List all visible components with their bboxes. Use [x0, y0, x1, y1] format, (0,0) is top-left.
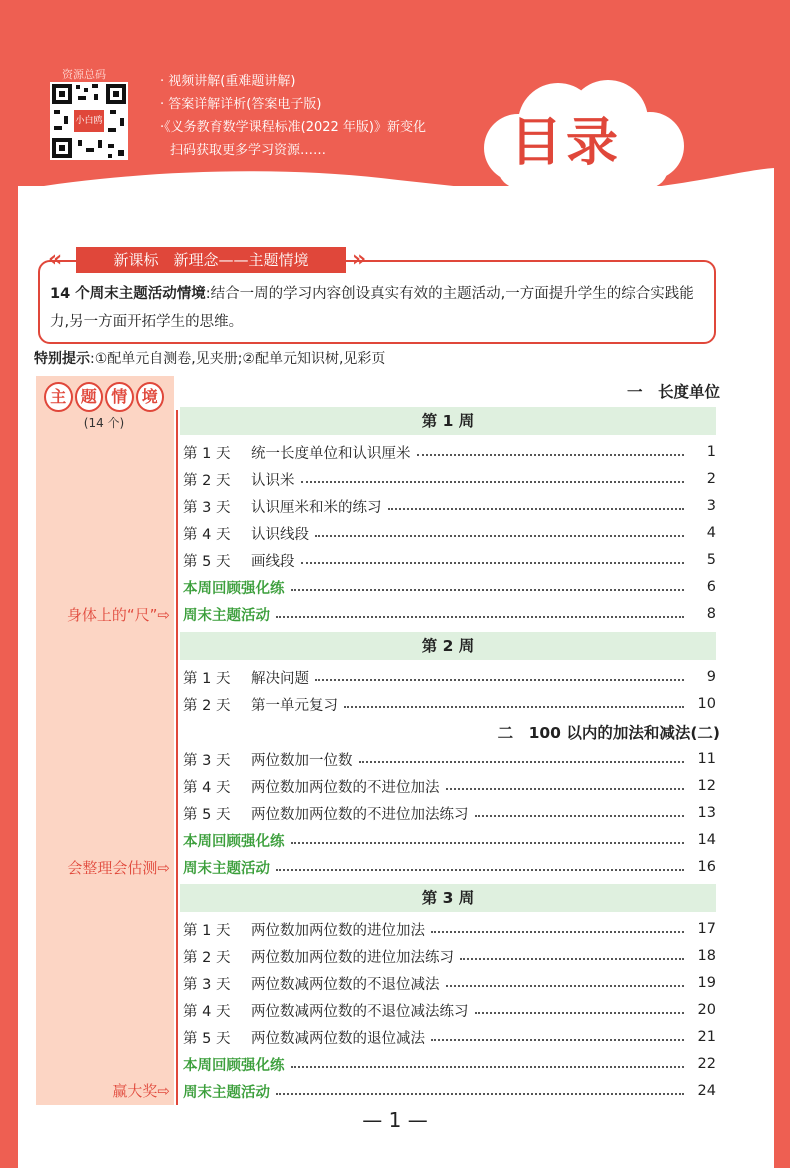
toc-page-number: 17	[697, 921, 716, 937]
header-line: ·《义务教育数学课程标准(2022 年版)》新变化	[160, 120, 426, 135]
toc-title: 认识厘米和米的练习	[251, 499, 382, 516]
toc-page-number: 18	[697, 948, 716, 964]
toc-title: 统一长度单位和认识厘米	[251, 445, 411, 462]
header-resource-list	[160, 70, 426, 162]
toc-page-number: 14	[697, 832, 716, 848]
leader-dots	[291, 842, 685, 844]
toc-title: 周末主题活动	[183, 860, 270, 877]
toc-title: 第一单元复习	[251, 697, 338, 714]
toc-entry[interactable]	[183, 575, 716, 599]
qr-label: 资源总码	[62, 68, 106, 81]
toc-title: 两位数加两位数的进位加法练习	[251, 949, 454, 966]
toc-day: 第 1 天	[183, 445, 231, 462]
toc-entry[interactable]	[183, 1079, 716, 1103]
toc-entry[interactable]	[183, 440, 716, 464]
toc-page-number: 6	[706, 579, 716, 595]
leader-dots	[315, 535, 684, 537]
leader-dots	[315, 679, 684, 681]
theme-label-prize[interactable]: 赢大奖⇨	[112, 1082, 170, 1100]
special-note-text: :①配单元自测卷,见夹册;②配单元知识树,见彩页	[90, 351, 386, 367]
toc-entry[interactable]	[183, 998, 716, 1022]
toc-page-number: 1	[706, 444, 716, 460]
leader-dots	[276, 1093, 684, 1095]
toc-title: 本周回顾强化练	[183, 1057, 285, 1074]
theme-count: (14 个)	[83, 416, 125, 430]
toc-day: 第 1 天	[183, 670, 231, 687]
toc-page-number: 2	[706, 471, 716, 487]
toc-day: 第 3 天	[183, 499, 231, 516]
toc-entry[interactable]	[183, 1025, 716, 1049]
toc-day: 第 2 天	[183, 949, 231, 966]
theme-label-ruler[interactable]: 身体上的“尺”⇨	[66, 606, 170, 624]
toc-day: 第 5 天	[183, 1030, 231, 1047]
header-line: · 视频讲解(重难题讲解)	[160, 74, 296, 89]
banner-body-text: :结合一周的学习内容创设真实有效的主题活动,一方面提升学生的综合实践能力,另一方面开拓学生的思维。	[50, 286, 694, 330]
toc-page-number: 21	[697, 1029, 716, 1045]
banner-text	[50, 280, 710, 336]
theme-sidebar	[36, 376, 174, 1105]
leader-dots	[446, 788, 685, 790]
header-line: 扫码获取更多学习资源……	[170, 143, 327, 158]
leader-dots	[431, 931, 684, 933]
banner-heading: 新课标 新理念——主题情境	[76, 247, 346, 273]
theme-title-char: 题	[75, 382, 104, 412]
sidebar-divider	[176, 410, 178, 1105]
toc-page-number: 5	[706, 552, 716, 568]
toc-entry[interactable]	[183, 917, 716, 941]
toc-title: 两位数减两位数的不退位减法练习	[251, 1003, 469, 1020]
leader-dots	[301, 481, 685, 483]
toc-day: 第 2 天	[183, 697, 231, 714]
toc-day: 第 5 天	[183, 553, 231, 570]
toc-page-number: 24	[697, 1083, 716, 1099]
unit-heading: 二 100 以内的加法和减法(二)	[497, 724, 720, 742]
leader-dots	[344, 706, 684, 708]
leader-dots	[475, 815, 685, 817]
header-line: · 答案详解详析(答案电子版)	[160, 97, 322, 112]
special-note-label: 特别提示	[34, 351, 90, 367]
toc-page-number: 20	[697, 1002, 716, 1018]
chevron-left-icon: «	[48, 247, 63, 272]
toc-title: 周末主题活动	[183, 607, 270, 624]
toc-entry[interactable]	[183, 1052, 716, 1076]
qr-code[interactable]	[50, 82, 128, 160]
toc-page-number: 4	[706, 525, 716, 541]
toc-title: 两位数减两位数的退位减法	[251, 1030, 425, 1047]
toc-entry[interactable]	[183, 521, 716, 545]
qr-center-badge: 小白鸥	[74, 110, 104, 132]
toc-page-number: 8	[706, 606, 716, 622]
leader-dots	[276, 616, 684, 618]
leader-dots	[417, 454, 685, 456]
toc-title: 两位数减两位数的不退位减法	[251, 976, 440, 993]
leader-dots	[301, 562, 685, 564]
toc-entry[interactable]	[183, 665, 716, 689]
toc-page-number: 13	[697, 805, 716, 821]
leader-dots	[475, 1012, 685, 1014]
chevron-right-icon: »	[352, 247, 367, 272]
toc-day: 第 4 天	[183, 526, 231, 543]
toc-page-number: 19	[697, 975, 716, 991]
toc-entry[interactable]	[183, 692, 716, 716]
toc-entry[interactable]	[183, 828, 716, 852]
leader-dots	[359, 761, 685, 763]
toc-title: 两位数加一位数	[251, 752, 353, 769]
toc-day: 第 3 天	[183, 752, 231, 769]
toc-day: 第 4 天	[183, 1003, 231, 1020]
toc-day: 第 5 天	[183, 806, 231, 823]
leader-dots	[446, 985, 685, 987]
toc-title: 本周回顾强化练	[183, 580, 285, 597]
leader-dots	[276, 869, 684, 871]
toc-entry[interactable]	[183, 548, 716, 572]
toc-title: 两位数加两位数的不进位加法练习	[251, 806, 469, 823]
toc-page-number: 12	[697, 778, 716, 794]
page-title: 目录	[510, 113, 623, 173]
banner-bold-text: 14 个周末主题活动情境	[50, 286, 206, 302]
toc-title: 两位数加两位数的不进位加法	[251, 779, 440, 796]
toc-title: 周末主题活动	[183, 1084, 270, 1101]
toc-page-number: 11	[697, 751, 716, 767]
toc-entry[interactable]	[183, 944, 716, 968]
week-heading: 第 3 周	[180, 884, 716, 912]
leader-dots	[291, 589, 685, 591]
toc-entry[interactable]	[183, 467, 716, 491]
toc-title: 解决问题	[251, 670, 309, 687]
theme-title-char: 情	[105, 382, 134, 412]
toc-title: 画线段	[251, 553, 295, 570]
toc-entry[interactable]	[183, 971, 716, 995]
leader-dots	[460, 958, 684, 960]
page-number: — 1 —	[362, 1108, 428, 1132]
toc-entry[interactable]	[183, 801, 716, 825]
toc-entry[interactable]	[183, 602, 716, 626]
special-note	[34, 348, 385, 368]
toc-page-number: 16	[697, 859, 716, 875]
leader-dots	[291, 1066, 685, 1068]
toc-page-number: 10	[697, 696, 716, 712]
toc-entry[interactable]	[183, 855, 716, 879]
toc-page-number: 9	[706, 669, 716, 685]
toc-title: 认识线段	[251, 526, 309, 543]
toc-day: 第 1 天	[183, 922, 231, 939]
leader-dots	[431, 1039, 684, 1041]
toc-page-number: 22	[697, 1056, 716, 1072]
toc-title: 两位数加两位数的进位加法	[251, 922, 425, 939]
toc-day: 第 3 天	[183, 976, 231, 993]
toc-entry[interactable]	[183, 774, 716, 798]
leader-dots	[388, 508, 685, 510]
theme-title	[44, 382, 164, 412]
toc-title: 本周回顾强化练	[183, 833, 285, 850]
toc-entry[interactable]	[183, 494, 716, 518]
toc-day: 第 2 天	[183, 472, 231, 489]
toc-title: 认识米	[251, 472, 295, 489]
theme-label-estimate[interactable]: 会整理会估测⇨	[67, 859, 170, 877]
toc-page-number: 3	[706, 498, 716, 514]
theme-title-char: 主	[44, 382, 73, 412]
toc-entry[interactable]	[183, 747, 716, 771]
theme-title-char: 境	[136, 382, 165, 412]
week-heading: 第 2 周	[180, 632, 716, 660]
toc-day: 第 4 天	[183, 779, 231, 796]
unit-heading: 一 长度单位	[626, 383, 720, 401]
week-heading: 第 1 周	[180, 407, 716, 435]
